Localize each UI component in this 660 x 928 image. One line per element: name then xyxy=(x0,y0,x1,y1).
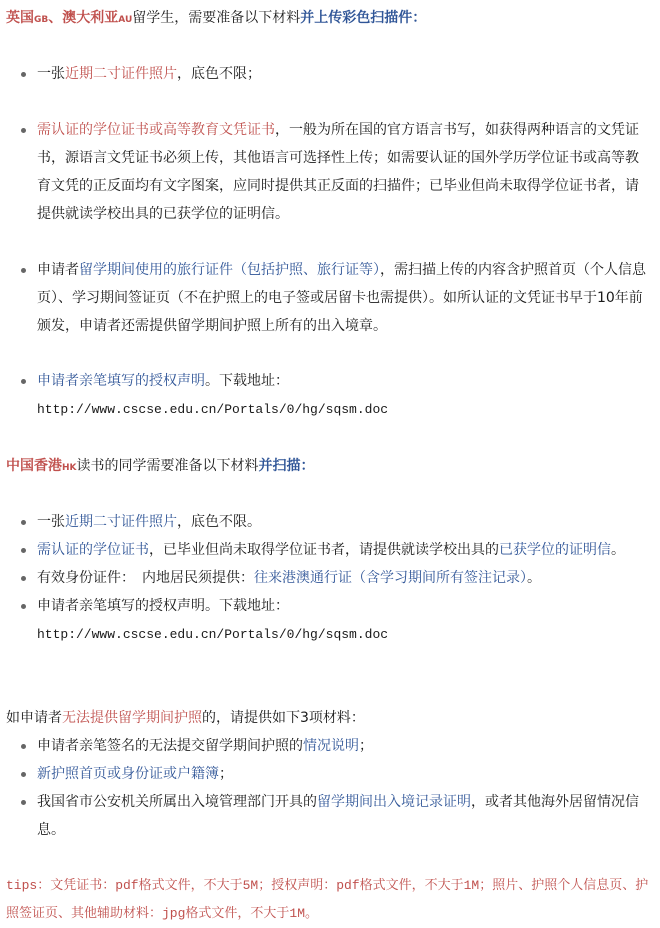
list-item-entry-exit-record xyxy=(0,788,660,844)
item-text: 一张 xyxy=(37,514,65,530)
hk-list xyxy=(0,508,660,649)
highlight-certificate: 已获学位的证明信 xyxy=(499,542,611,558)
highlight-new-passport: 新护照首页或身份证或户籍簿 xyxy=(37,766,219,782)
item-text: ； xyxy=(219,766,233,782)
item-text: 。下载地址： xyxy=(205,373,289,389)
list-item-statement xyxy=(0,732,660,760)
colon: ： xyxy=(300,458,315,474)
download-url[interactable]: http://www.cscse.edu.cn/Portals/0/hg/sqsm.doc xyxy=(37,627,389,642)
item-text: ，已毕业但尚未取得学位证书者，请提供就读学校出具的 xyxy=(149,542,499,558)
country-uk: 英国 xyxy=(6,10,34,26)
tips-text: tips：文凭证书：pdf格式文件，不大于5M；授权声明：pdf格式文件，不大于1M；照片、护照个人信息页、护照签证页、其他辅助材料：jpg格式文件，不大于1M。 xyxy=(6,878,649,921)
item-text: 申请者亲笔填写的授权声明。下载地址： xyxy=(37,598,289,614)
item-text: 一张 xyxy=(37,66,65,82)
item-text: 。 xyxy=(611,542,625,558)
highlight-photo: 近期二寸证件照片 xyxy=(65,66,177,82)
item-text: 申请者 xyxy=(37,262,79,278)
highlight-photo: 近期二寸证件照片 xyxy=(65,514,177,530)
highlight-degree: 需认证的学位证书 xyxy=(37,542,149,558)
intro-text: 如申请者 xyxy=(6,710,62,726)
list-item-new-passport xyxy=(0,760,660,788)
item-text: 有效身份证件： 内地居民须提供： xyxy=(37,570,254,586)
uk-au-list-4 xyxy=(0,367,660,424)
item-text: 申请者亲笔签名的无法提交留学期间护照的 xyxy=(37,738,303,754)
item-text: ，一般为所在国的官方语言书写，如获得两种语言的文凭证书，源语言文凭证书必须上传，其他语言可选择性上传；如需要认证的国外学历学位证书或高等教育文凭的正反面均有文字图案，应同时提供其正反面的扫描件；已毕业但尚未取得学位证书者，请提供就读学校出具的已获学位的证明信。 xyxy=(37,122,639,222)
highlight-no-passport: 无法提供留学期间护照 xyxy=(62,710,202,726)
separator: 、 xyxy=(48,10,63,26)
list-item-authorization xyxy=(0,367,660,424)
intro-text: 的，请提供如下3项材料： xyxy=(202,710,365,726)
country-tag-gb: GB xyxy=(34,15,49,25)
item-text: 。 xyxy=(527,570,541,586)
section-heading-hk xyxy=(6,456,315,478)
uk-au-list-2 xyxy=(0,116,660,228)
section-heading-uk-au xyxy=(6,8,426,30)
list-item-photo xyxy=(0,60,660,88)
highlight-permit: 往来港澳通行证（含学习期间所有签注记录） xyxy=(254,570,527,586)
list-item-degree xyxy=(0,536,660,564)
item-text: ，底色不限。 xyxy=(177,514,261,530)
heading-text: 留学生，需要准备以下材料 xyxy=(132,10,301,26)
download-url[interactable]: http://www.cscse.edu.cn/Portals/0/hg/sqsm.doc xyxy=(37,402,389,417)
no-passport-list xyxy=(0,732,660,844)
highlight-statement: 情况说明 xyxy=(303,738,359,754)
country-au: 澳大利亚 xyxy=(62,10,119,26)
list-item-id xyxy=(0,564,660,592)
region-hk: 中国香港 xyxy=(6,458,62,474)
region-tag-hk: HK xyxy=(62,463,77,473)
item-text: ； xyxy=(359,738,373,754)
heading-emphasis: 并扫描 xyxy=(258,458,301,474)
highlight-passport: 留学期间使用的旅行证件（包括护照、旅行证等） xyxy=(79,262,380,278)
list-item-passport xyxy=(0,256,660,340)
list-item-degree xyxy=(0,116,660,228)
heading-emphasis: 并上传彩色扫描件 xyxy=(300,10,413,26)
country-tag-au: AU xyxy=(118,15,133,25)
item-text: 我国省市公安机关所属出入境管理部门开具的 xyxy=(37,794,317,810)
colon: ： xyxy=(412,10,427,26)
item-text: ，底色不限； xyxy=(177,66,261,82)
list-item-authorization xyxy=(0,592,660,649)
highlight-degree: 需认证的学位证书或高等教育文凭证书 xyxy=(37,122,275,138)
no-passport-intro xyxy=(6,708,365,728)
highlight-authorization: 申请者亲笔填写的授权声明 xyxy=(37,373,205,389)
item-text: ，需扫描上传的内容含护照首页（个人信息页）、学习期间签证页（不在护照上的电子签或居留卡也需提供）。如所认证的文凭证书早于10年前颁发，申请者还需提供留学期间护照上所有的出入境章。 xyxy=(37,262,646,334)
uk-au-list-1 xyxy=(0,60,660,88)
item-text: ，或者其他海外居留情况信息。 xyxy=(37,794,639,838)
heading-text: 读书的同学需要准备以下材料 xyxy=(76,458,259,474)
uk-au-list-3 xyxy=(0,256,660,340)
list-item-photo xyxy=(0,508,660,536)
highlight-record: 留学期间出入境记录证明 xyxy=(317,794,471,810)
